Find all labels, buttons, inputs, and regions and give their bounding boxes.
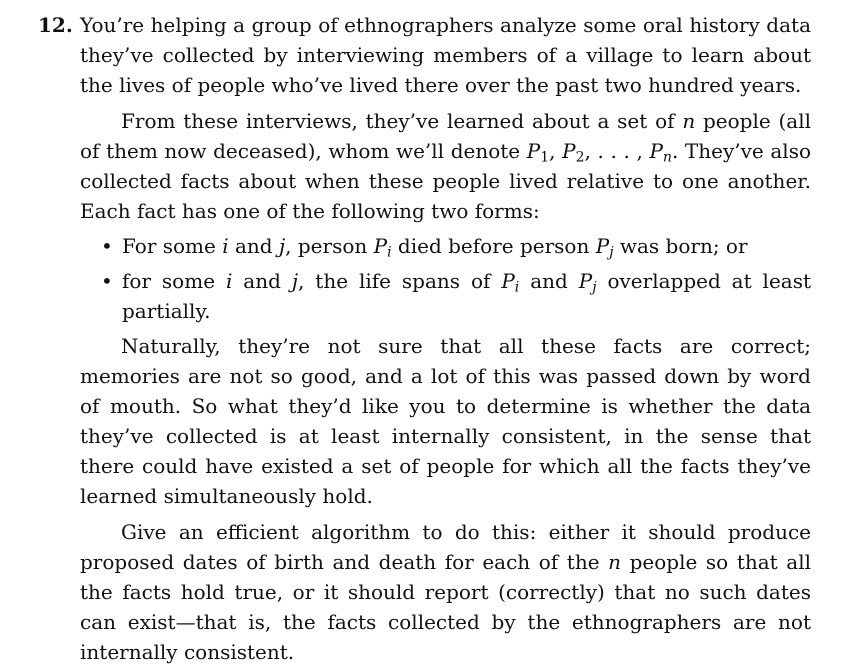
- separator-ellipsis: , . . . ,: [584, 139, 650, 163]
- math-Pn: P: [649, 139, 663, 163]
- problem-12: [18, 10, 833, 667]
- bullet2-text-5: overlapped at least partially.: [122, 269, 812, 323]
- people-text-1: From these interviews, they’ve learned about a set of: [121, 109, 683, 133]
- task-text-2: people so that all the facts hold true, or it should report (correctly) that no such dates can exist—that is, the facts collected by the ethnographers are not internally consistent.: [80, 550, 811, 664]
- math-Pi-subscript: i: [514, 279, 520, 296]
- math-Pi: P: [501, 269, 515, 293]
- math-P2-subscript: 2: [575, 149, 585, 166]
- bullet1-text-5: was born; or: [613, 234, 748, 258]
- math-j: j: [278, 234, 286, 258]
- intro-paragraph: You’re helping a group of ethnographers analyze some oral history data they’ve collected by interviewing members of a village to learn about the lives of people who’ve lived there over the past two hundred years.: [80, 13, 811, 97]
- bullet2-text-2: and: [232, 269, 292, 293]
- bullet1-text-2: and: [228, 234, 279, 258]
- math-Pi-subscript: i: [387, 244, 392, 261]
- bullet2-text-3: , the life spans of: [298, 269, 502, 293]
- bullet1-text-1: For some: [122, 234, 223, 258]
- problem-body: [80, 10, 811, 667]
- bullet-icon: •: [101, 234, 113, 258]
- bullet2-text-4: and: [519, 269, 579, 293]
- people-text-3: . They’ve also collected facts about when these people lived relative to one another. Each fact has one of the following two forms:: [80, 139, 812, 223]
- separator-1: ,: [549, 139, 563, 163]
- math-P2: P: [562, 139, 576, 163]
- bullet1-text-3: , person: [285, 234, 374, 258]
- people-text-2: people (all of them now deceased), whom we’ll denote: [80, 109, 812, 163]
- math-Pj: P: [595, 234, 610, 258]
- bullet-icon: •: [101, 269, 113, 293]
- bullet1-text-4: died before person: [391, 234, 596, 258]
- math-Pj-subscript: j: [592, 279, 597, 296]
- list-item: [80, 266, 811, 326]
- problem-number: 12.: [38, 13, 73, 37]
- list-item: [80, 231, 811, 261]
- math-j: j: [291, 269, 299, 293]
- bullet2-text-1: for some: [122, 269, 226, 293]
- math-P1: P: [526, 139, 541, 163]
- math-Pj-subscript: j: [609, 244, 614, 261]
- math-n: n: [608, 550, 622, 574]
- task-paragraph: [80, 517, 811, 667]
- math-Pi: P: [373, 234, 388, 258]
- math-P1-subscript: 1: [540, 149, 550, 166]
- task-text-1: Give an efficient algorithm to do this: either it should produce proposed dates of birth and death for each of the: [80, 520, 811, 574]
- people-paragraph: [80, 106, 811, 226]
- math-Pn-subscript: n: [662, 149, 672, 166]
- math-n: n: [682, 109, 696, 133]
- consistency-paragraph: Naturally, they’re not sure that all these facts are correct; memories are not so good, and a lot of this was passed down by word of mouth. So what they’d like you to determine is whether the data they’ve collected is at least internally consistent, in the sense that there could have existed a set of people for which all the facts they’ve learned simultaneously hold.: [80, 334, 811, 508]
- math-Pj: P: [578, 269, 593, 293]
- fact-forms-list: [80, 231, 811, 326]
- math-i: i: [225, 269, 233, 293]
- math-i: i: [222, 234, 229, 258]
